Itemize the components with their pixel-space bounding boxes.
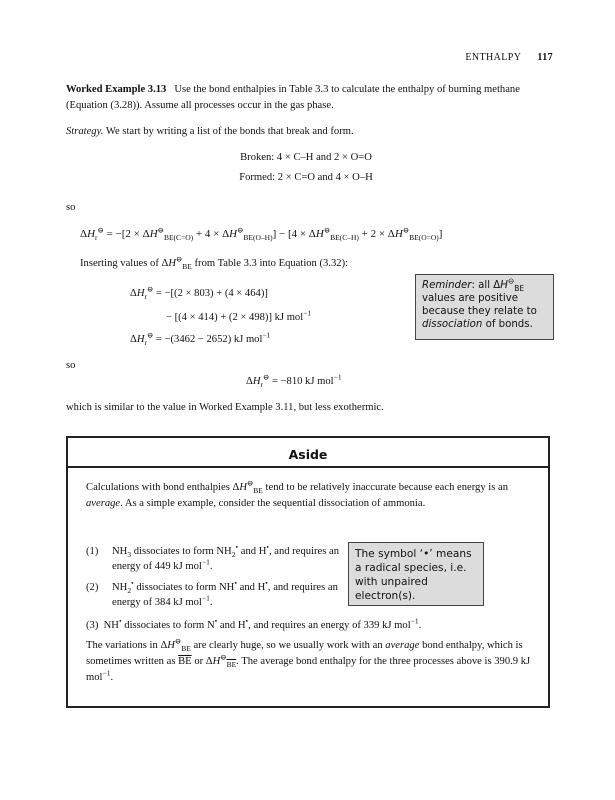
worked-example (66, 82, 546, 114)
inserting-post: from Table 3.3 into Equation (3.32): (194, 258, 349, 269)
equation-line-1: $\Delta H_r^⊖ = -[(2 \times 803) + (4 \times 464)]$ (130, 284, 268, 302)
radical-note: The symbol ‘•’ means a radical species, i.e. with unpaired electron(s). (348, 542, 484, 606)
example-label: Worked Example 3.13 (66, 84, 167, 95)
conclusion: which is similar to the value in Worked Example 3.11, but less exothermic. (66, 402, 384, 413)
equation-2-text: − [(4 × 414) + (2 × 498)] kJ mol (166, 312, 304, 323)
equation-1-text: = −[(2 × 803) + (4 × 464)] (155, 288, 268, 299)
example-text: Use the bond enthalpies in Table 3.3 to calculate the enthalpy of burning methane (Equation (3.28)). Assume all processes occur in the gas phase. (66, 84, 520, 111)
strategy-label: Strategy. (66, 126, 104, 137)
result-equation: $\Delta H_r^⊖ = -810$ kJ mol$^{-1}$ (246, 372, 342, 390)
result-text: = −810 kJ mol (271, 376, 334, 387)
running-head-title: ENTHALPY (465, 52, 522, 63)
inserting-pre: Inserting values of (80, 258, 159, 269)
bonds-broken: Broken: 4 × C–H and 2 × O=O (240, 152, 372, 163)
bonds-formed: Formed: 2 × C=O and 4 × O–H (239, 172, 373, 183)
equation-3-text: = −(3462 − 2652) kJ mol (155, 334, 263, 345)
inserting-line: Inserting values of $\Delta H^⊖_{BE}$ from Table 3.3 into Equation (3.32): (80, 254, 349, 272)
aside-box (66, 436, 550, 708)
aside-item-1: (1) $NH_3$ dissociates to form $NH_2^•$ and H•, and requires an energy of 449 kJ mol$^{-1}$. (86, 542, 340, 572)
strategy (66, 124, 546, 140)
equation-line-2: − [(4 × 414) + (2 × 498)] kJ mol$^{-1}$ (166, 308, 312, 323)
reminder-label: Reminder (422, 280, 472, 291)
running-head (465, 52, 553, 63)
aside-item-2: (2) $NH_2^•$ dissociates to form NH• and H•, and requires an energy of 384 kJ mol$^{-1}$. (86, 578, 338, 608)
strategy-text: We start by writing a list of the bonds that break and form. (105, 126, 354, 137)
word-so-1: so (66, 202, 76, 213)
aside-title: Aside (288, 447, 328, 462)
aside-intro: Calculations with bond enthalpies $\Delta H^⊖_{BE}$ tend to be relatively inaccurate because each energy is an average. As a simple example, consider the sequential dissociation of ammonia. (86, 478, 509, 509)
aside-divider (68, 466, 548, 468)
reminder-note: Reminder: all $\Delta H^⊖_{BE}$ values are positive because they relate to dissociation of bonds. (415, 274, 554, 340)
equation-line-3: $\Delta H_r^⊖ = -(3462 - 2652)$ kJ mol$^{-1}$ (130, 330, 271, 348)
enthalpy-equation: $\Delta H_r^⊖ = -[2 \times \Delta H^⊖_{BE(C=O)} + 4 \times \Delta H^⊖_{BE(O-H)}] - [4 \times \Delta H^⊖_{BE(C-H)} + 2 \times \Delta H^⊖_{BE(O=O)}]$ (80, 225, 443, 243)
page-number: 117 (537, 52, 553, 63)
word-so-2: so (66, 360, 76, 371)
aside-item-3: (3) NH• dissociates to form N• and H•, and requires an energy of 339 kJ mol$^{-1}$. (86, 616, 422, 631)
aside-variations: The variations in $\Delta H^⊖_{BE}$ are clearly huge, so we usually work with an average bond enthalpy, which is sometimes written as $\overline{BE}$ or $\Delta H^⊖_{\overline{BE}}$. The average bond enthalpy for the three processes above is 390.9 kJ mol$^{-1}$. (86, 636, 531, 683)
